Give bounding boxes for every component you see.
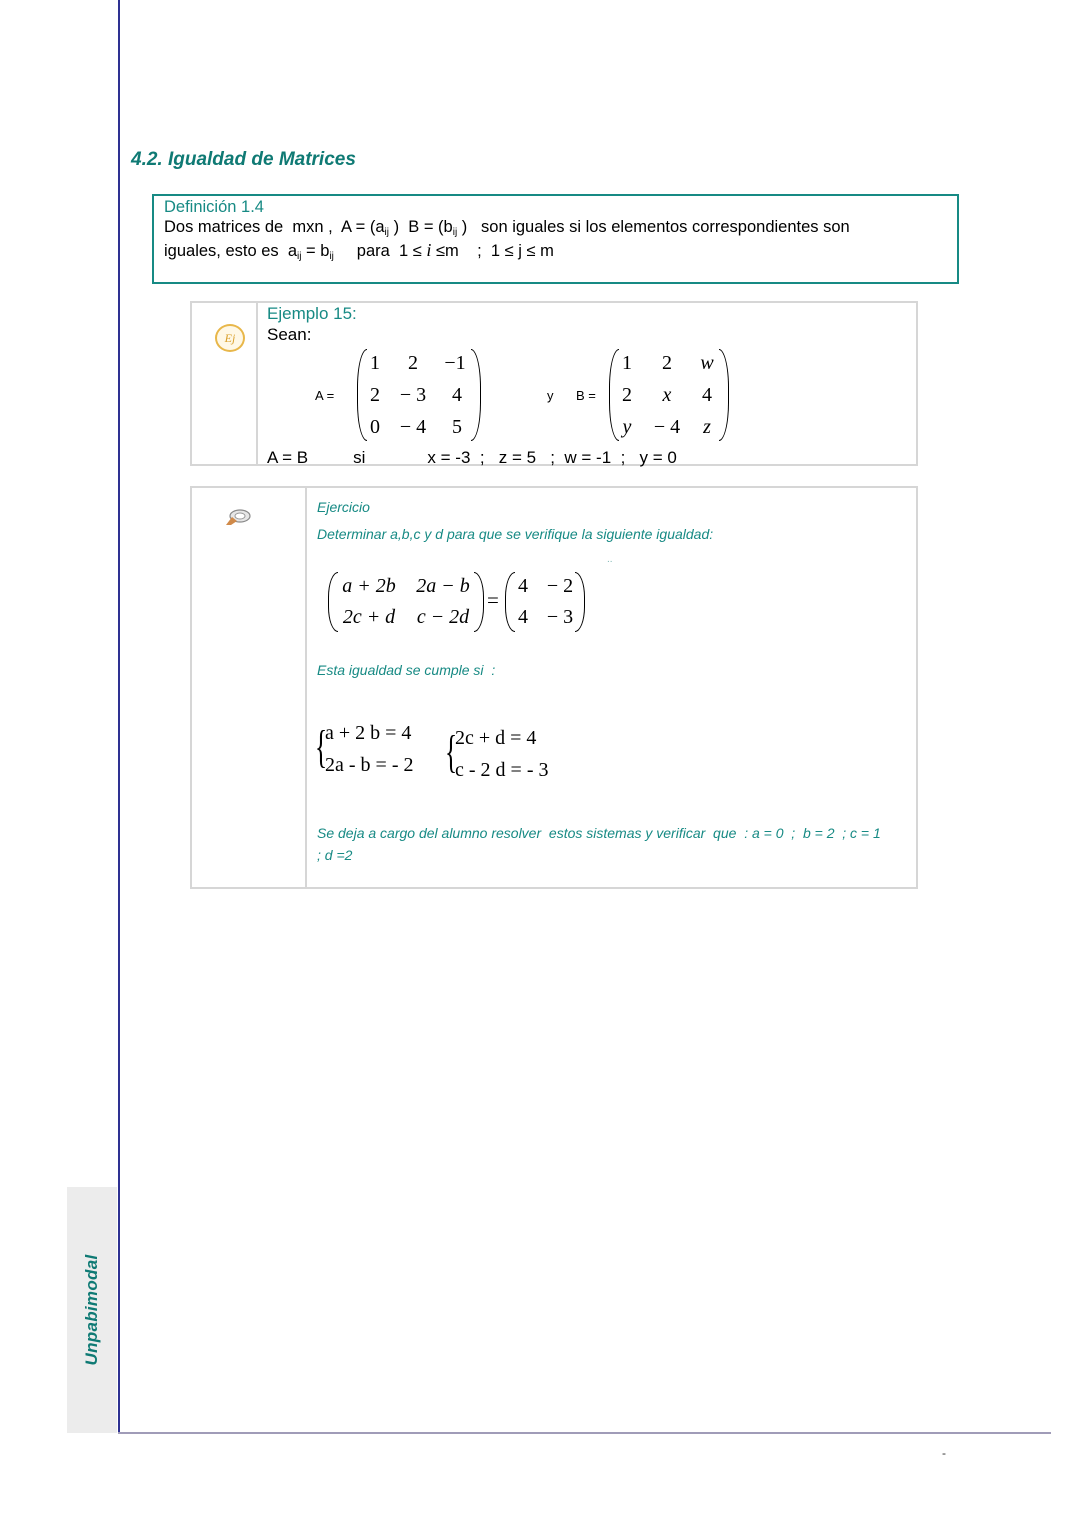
example-box (190, 301, 918, 466)
definition-line-1 (164, 218, 850, 238)
page-number-mark: - (942, 1446, 946, 1460)
column-divider (305, 488, 307, 887)
conclusion-line-2: ; d =2 (317, 847, 353, 863)
matrix-cell: 4 (452, 384, 462, 406)
right-paren (719, 349, 729, 441)
equation-system-1 (315, 720, 425, 780)
definition-text: = b (301, 242, 330, 260)
subscript: ij (297, 251, 302, 262)
matrix-cell: −1 (444, 352, 466, 374)
matrix-cell: − 2 (546, 575, 574, 597)
matrix-cell: 0 (370, 416, 380, 438)
left-margin-rule (118, 0, 120, 1434)
matrix-cell: c − 2d (416, 606, 470, 628)
right-paren (471, 349, 481, 441)
matrix-b-label: B = (576, 388, 596, 403)
example-intro: Sean: (267, 325, 312, 344)
definition-text: ) B = (b (389, 218, 453, 236)
system-equation: a + 2 b = 4 (325, 722, 412, 744)
matrix-cell: 2a − b (416, 575, 470, 597)
subscript: ij (329, 251, 334, 262)
column-divider (256, 303, 258, 464)
matrix-cell: − 4 (653, 416, 681, 438)
exercise-title: Ejercicio (317, 499, 370, 515)
subscript: ij (452, 227, 458, 238)
variable-i: i (426, 240, 432, 260)
pencil-hand-icon (225, 508, 251, 526)
bottom-rule (118, 1432, 1051, 1434)
section-title: 4.2. Igualdad de Matrices (131, 149, 356, 170)
exercise-box (190, 486, 918, 889)
left-brace: { (315, 721, 328, 772)
matrix-cell: 2 (622, 384, 632, 406)
conclusion-line-1: Se deja a cargo del alumno resolver estos sistemas y verificar que : a = 0 ; b = 2 ; c = 1 (317, 825, 881, 841)
matrix-cell: y (622, 416, 632, 438)
left-brace: { (445, 726, 458, 777)
matrix-cell: w (700, 352, 714, 374)
matrix-a-label: A = (315, 388, 335, 403)
matrix-b (609, 349, 729, 441)
subscript: ij (384, 227, 389, 238)
equation-system-2 (445, 725, 565, 785)
matrix-cell: 1 (370, 352, 380, 374)
matrix-cell: 2 (370, 384, 380, 406)
definition-text: ) son iguales si los elementos correspondientes son (457, 218, 850, 236)
equation-lhs-matrix (328, 572, 484, 632)
definition-line-2 (164, 240, 554, 262)
matrix-cell: 5 (452, 416, 462, 438)
definition-text: ≤m ; 1 ≤ j ≤ m (431, 242, 554, 260)
equation-rhs-matrix (505, 572, 585, 632)
system-equation: 2a - b = - 2 (325, 754, 414, 776)
definition-text: Dos matrices de mxn , A = (a (164, 218, 385, 236)
matrix-cell: x (662, 384, 672, 406)
matrix-cell: 2 (408, 352, 418, 374)
matrix-cell: 2c + d (342, 606, 396, 628)
matrix-cell: a + 2b (342, 575, 396, 597)
definition-text: iguales, esto es a (164, 242, 297, 260)
ej-seal-icon: Ej (215, 324, 245, 352)
definition-text: para 1 ≤ (333, 242, 427, 260)
condition-intro: Esta igualdad se cumple si : (317, 662, 496, 678)
system-equation: 2c + d = 4 (455, 727, 537, 749)
matrix-cell: 1 (622, 352, 632, 374)
decorative-dots: .. (607, 554, 613, 565)
matrix-cell: 2 (662, 352, 672, 374)
result-si: si (353, 448, 366, 467)
matrix-cell: − 4 (399, 416, 427, 438)
system-equation: c - 2 d = - 3 (455, 759, 549, 781)
matrix-cell: 4 (518, 606, 528, 628)
result-conditions: x = -3 ; z = 5 ; w = -1 ; y = 0 (427, 448, 677, 467)
result-lhs: A = B (267, 448, 309, 467)
equals-sign: = (487, 588, 499, 612)
matrix-cell: z (703, 416, 711, 438)
example-result (267, 448, 677, 468)
matrix-cell: 4 (518, 575, 528, 597)
matrix-a (357, 349, 481, 441)
matrix-cell: − 3 (546, 606, 574, 628)
connector-y: y (547, 388, 554, 403)
definition-title: Definición 1.4 (164, 198, 264, 216)
example-title: Ejemplo 15: (267, 304, 357, 323)
exercise-prompt: Determinar a,b,c y d para que se verifique la siguiente igualdad: (317, 526, 714, 542)
matrix-cell: 4 (702, 384, 712, 406)
side-tab-label: Unpabimodal (82, 1254, 101, 1366)
definition-box (152, 194, 959, 284)
matrix-cell: − 3 (399, 384, 427, 406)
